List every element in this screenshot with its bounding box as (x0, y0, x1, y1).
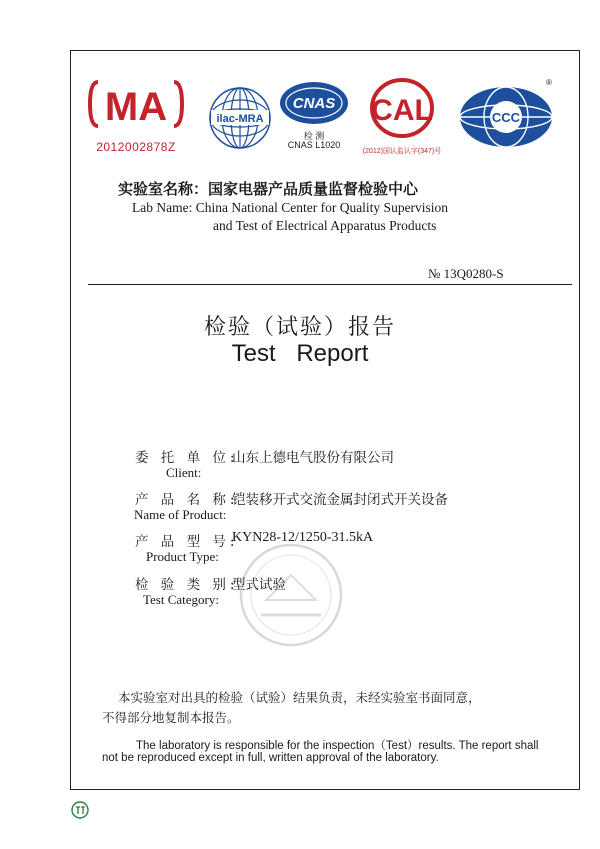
cnas-emblem-icon (278, 80, 350, 126)
category-value: 型式试验 (232, 577, 286, 593)
faint-seal-stamp-icon (236, 540, 346, 650)
product-label-en: Name of Product: (134, 507, 227, 522)
cal-text: CAL (371, 94, 433, 127)
cnas-subtitle (278, 132, 350, 151)
ccc-text: CCC (491, 110, 521, 125)
disclaimer-cn-line-1: 本实验室对出具的检验（试验）结果负责，未经实验室书面同意， (118, 690, 481, 705)
type-value: KYN28-12/1250-31.5kA (232, 530, 374, 545)
type-label-cn: 产 品 型 号: (135, 534, 239, 550)
category-label-en: Test Category: (143, 592, 219, 607)
cnas-sub-code: CNAS L1020 (287, 140, 341, 151)
lab-name-en-row (132, 200, 448, 216)
cma-text: MA (104, 85, 168, 129)
cal-emblem-icon (360, 78, 444, 140)
lab-name-cn-row (118, 178, 418, 199)
category-label-cn: 检 验 类 别: (135, 577, 239, 593)
cal-subtitle: (2012)国认监认字(347)号 (362, 148, 442, 155)
field-product-name (0, 488, 600, 528)
cal-logo (360, 78, 444, 156)
disclaimer-en-line-1: The laboratory is responsible for the inspection（Test）results. The report shall (136, 740, 539, 752)
type-label-en: Product Type: (146, 549, 219, 564)
client-value: 山东上德电气股份有限公司 (232, 450, 394, 466)
ccc-globe-icon (456, 84, 556, 150)
client-label-cn: 委 托 单 位: (135, 450, 239, 466)
disclaimer-cn-line-2: 不得部分地复制本报告。 (102, 710, 240, 725)
product-label-cn: 产 品 名 称: (135, 492, 239, 508)
lab-name-en-2: and Test of Electrical Apparatus Products (213, 218, 437, 233)
field-client (0, 446, 600, 486)
product-value: 铠装移开式交流金属封闭式开关设备 (232, 492, 448, 508)
ccc-globe-logo (456, 84, 556, 150)
cnas-text: CNAS (292, 95, 336, 112)
lab-name-en-1: China National Center for Quality Supervision (195, 200, 449, 215)
ilac-globe-icon (206, 84, 274, 152)
ilac-text: ilac-MRA (216, 113, 264, 125)
cnas-sub-cn: 检 测 (303, 131, 325, 141)
disclaimer-en-line-2: not be reproduced except in full, written approval of the laboratory. (102, 752, 439, 764)
lab-label-cn: 实验室名称： (118, 180, 209, 198)
report-number: № 13Q0280-S (428, 266, 504, 281)
accreditation-logos (88, 78, 568, 168)
client-label-en: Client: (166, 465, 202, 480)
report-title-cn: 检验（试验）报告 (203, 315, 396, 340)
divider-line (88, 284, 572, 285)
lab-label-en: Lab Name: (132, 200, 193, 215)
cma-mark-icon (88, 78, 184, 130)
ilac-mra-logo (206, 84, 274, 152)
registered-mark: ® (546, 78, 552, 87)
cma-number: 2012002878Z (96, 140, 176, 154)
cnas-logo (278, 80, 350, 151)
cma-logo (88, 78, 188, 154)
lab-name-cn: 国家电器产品质量监督检验中心 (208, 180, 419, 198)
report-title-en: Test Report (231, 340, 369, 367)
ct-mark-icon (70, 800, 90, 820)
